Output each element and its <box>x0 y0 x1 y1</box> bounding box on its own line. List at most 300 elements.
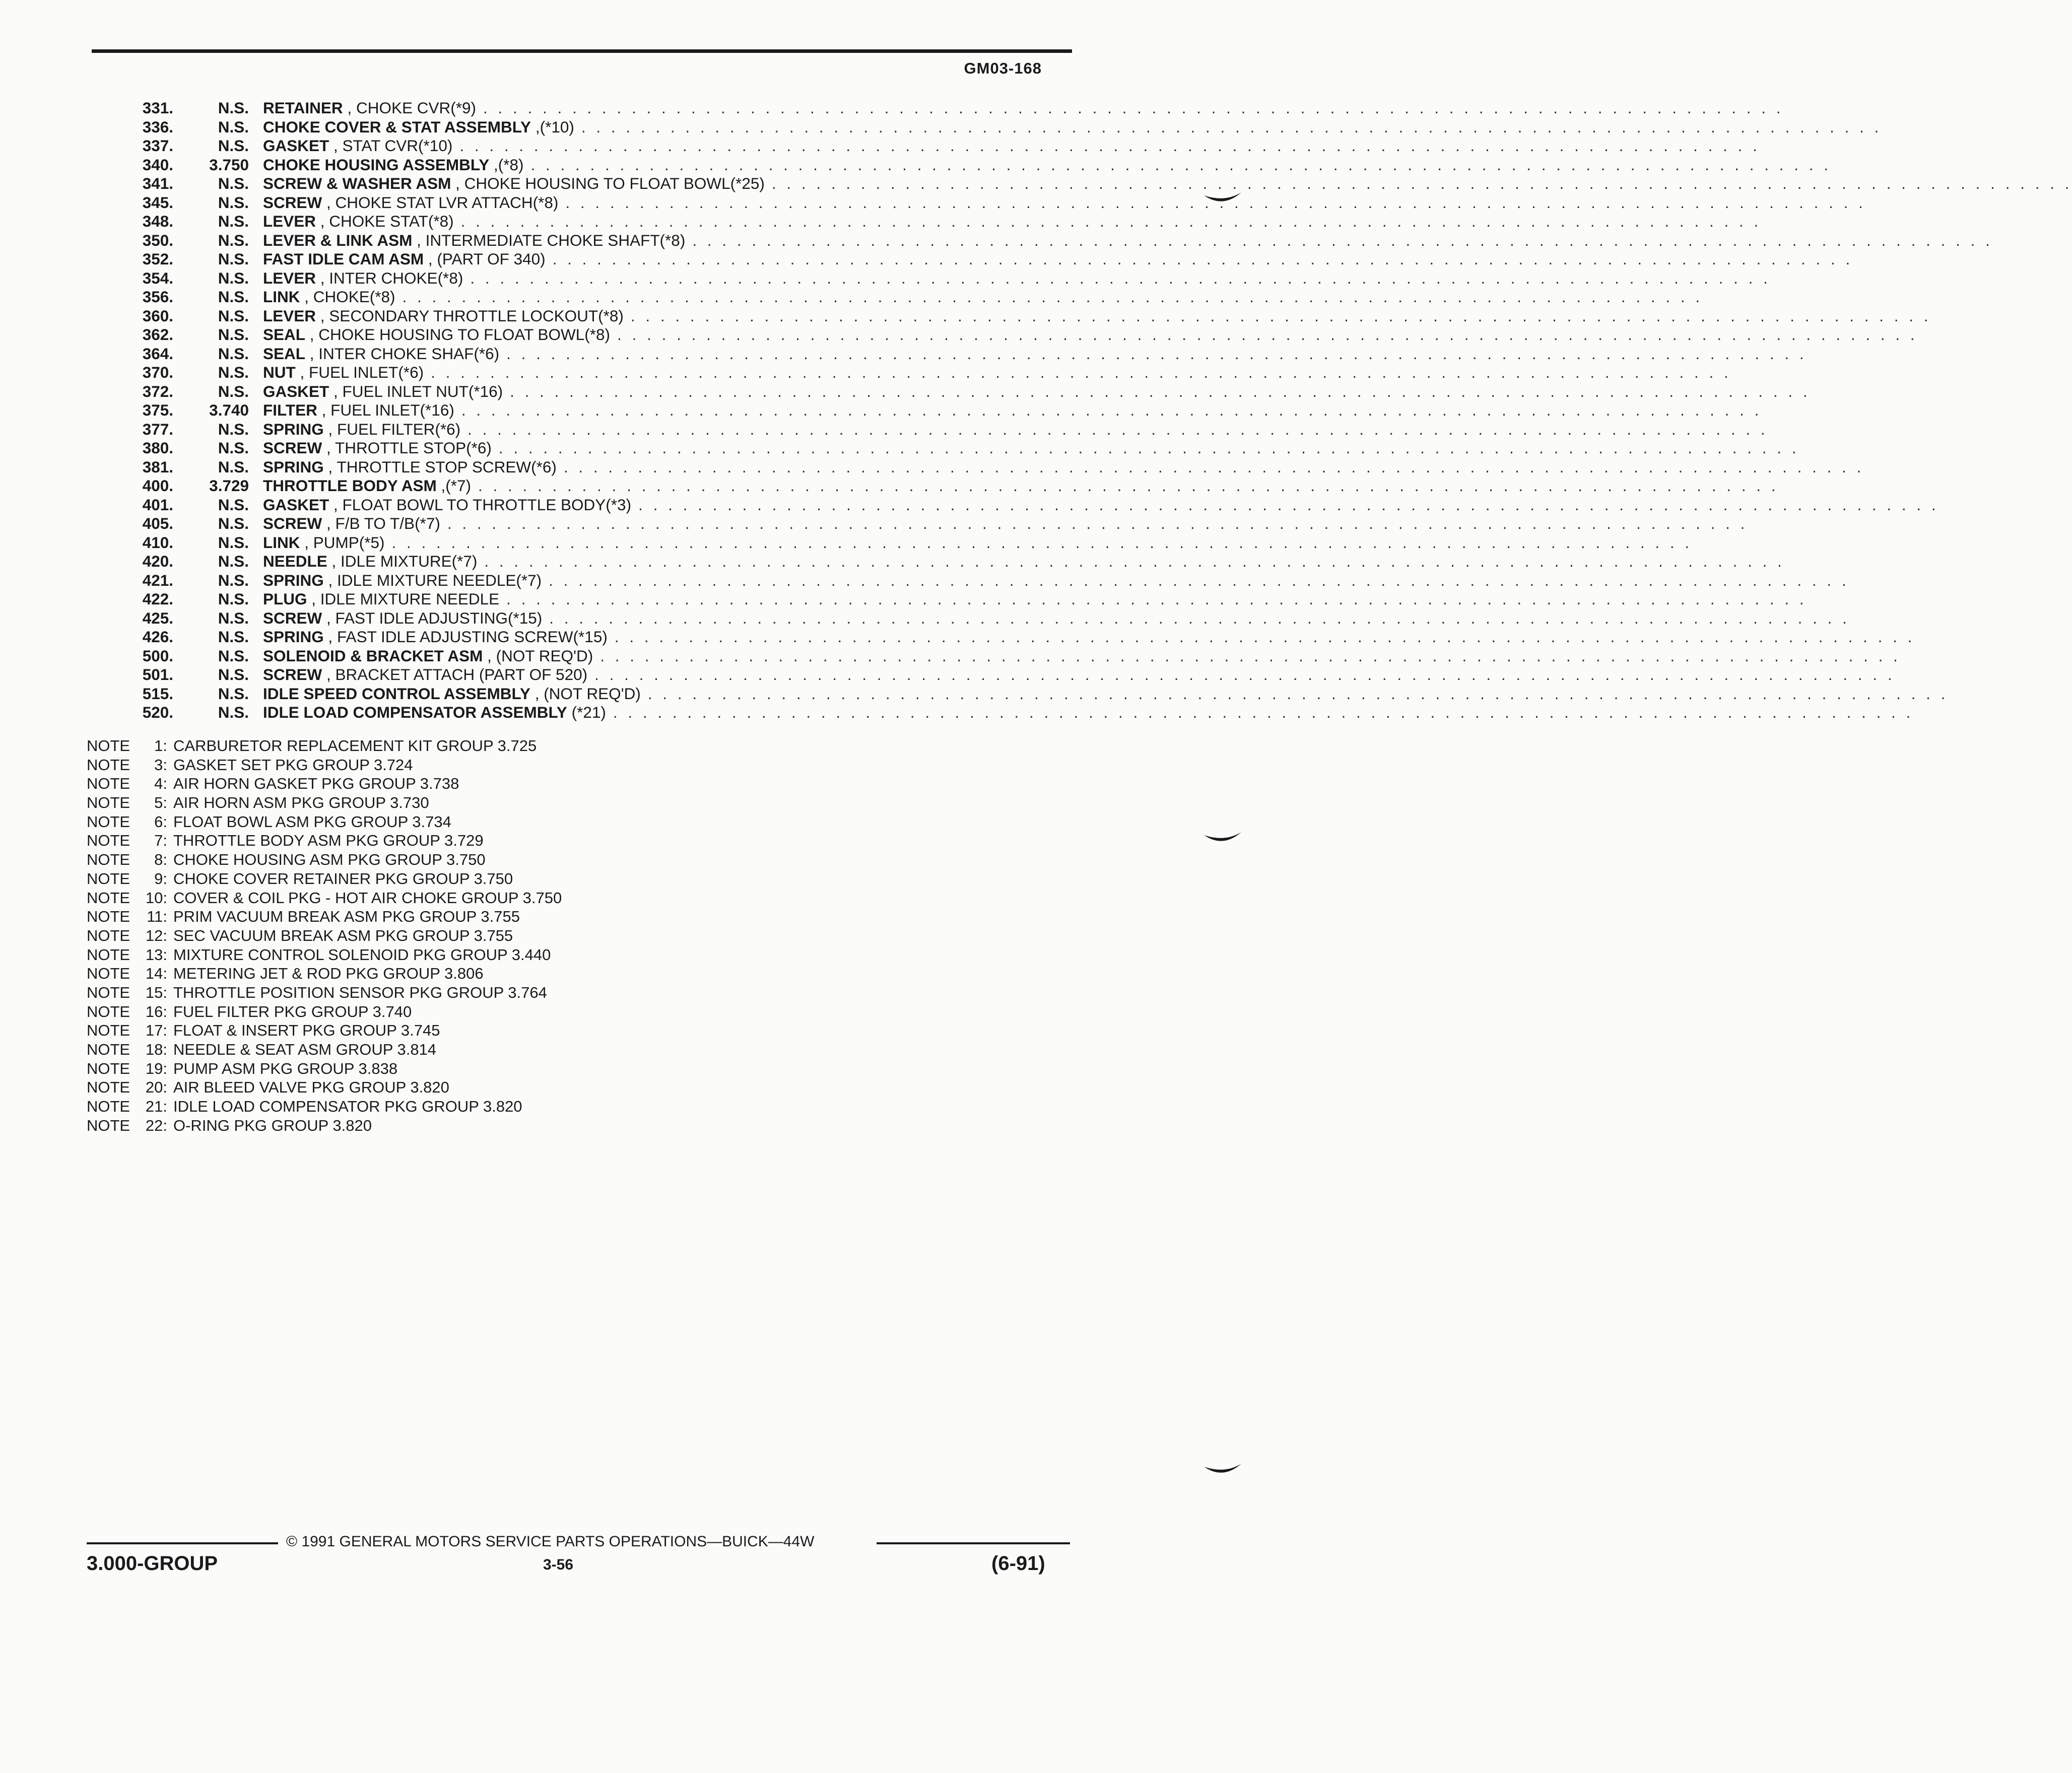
note-text: AIR HORN ASM PKG GROUP 3.730 <box>173 794 429 812</box>
note-text: COVER & COIL PKG - HOT AIR CHOKE GROUP 3.750 <box>173 889 562 907</box>
note-number: 1: <box>154 737 167 755</box>
note-row <box>87 1116 562 1135</box>
note-label: NOTE <box>87 889 130 907</box>
part-row <box>121 514 1748 533</box>
note-row <box>87 774 562 793</box>
part-row <box>121 268 1771 288</box>
note-number: 18: <box>145 1041 167 1058</box>
note-number: 4: <box>154 775 167 793</box>
part-number: 336. <box>142 117 173 136</box>
group-number: N.S. <box>218 628 249 646</box>
part-name: SCREW <box>263 608 322 627</box>
part-name: LINK <box>263 288 300 306</box>
part-row <box>121 684 1949 704</box>
part-name: SOLENOID & BRACKET ASM <box>263 646 483 665</box>
note-text: CHOKE HOUSING ASM PKG GROUP 3.750 <box>173 851 486 869</box>
part-name: SCREW <box>263 514 322 532</box>
footer-group: 3.000-GROUP <box>87 1552 218 1575</box>
dot-leader: . . . . . . . . . . . . . . . . . . . . . . . . . . . . . . . . . . . . . . . . . . . . . . . . . . . . . . . . . . . . . . . . . . . . . . . . . . . . . . . . . . . . . . . . <box>470 268 1771 287</box>
note-row <box>87 964 562 983</box>
part-row <box>121 590 1807 609</box>
part-number: 380. <box>142 439 173 457</box>
group-number: 3.740 <box>209 401 249 419</box>
note-label: NOTE <box>87 1021 130 1040</box>
dot-leader: . . . . . . . . . . . . . . . . . . . . . . . . . . . . . . . . . . . . . . . . . . . . . . . . . . . . . . . . . . . . . . . . . . . . . . . . . . . . . . . . . . . . . . . . <box>614 628 1915 646</box>
dot-leader: . . . . . . . . . . . . . . . . . . . . . . . . . . . . . . . . . . . . . . . . . . . . . . . . . . . . . . . . . . . . . . . . . . . . . . . . . . . . . . . . . . . . . . . . <box>549 608 1850 627</box>
part-detail: , THROTTLE STOP(*6) <box>326 439 492 457</box>
note-label: NOTE <box>87 965 130 983</box>
page-id: GM03-168 <box>964 59 1042 77</box>
note-row <box>87 736 562 756</box>
part-name: CHOKE COVER & STAT ASSEMBLY <box>263 117 531 136</box>
part-detail: , BRACKET ATTACH (PART OF 520) <box>326 665 588 684</box>
dot-leader: . . . . . . . . . . . . . . . . . . . . . . . . . . . . . . . . . . . . . . . . . . . . . . . . . . . . . . . . . . . . . . . . . . . . . . . . . . . . . . . . . . . . . . . . <box>506 344 1807 363</box>
note-row <box>87 945 562 965</box>
part-detail: , PUMP(*5) <box>304 533 385 552</box>
part-name: SCREW <box>263 193 322 212</box>
part-name: SEAL <box>263 325 306 344</box>
note-label: NOTE <box>87 945 130 964</box>
part-row <box>121 420 1768 439</box>
group-number: N.S. <box>218 684 249 703</box>
part-row <box>121 533 1693 553</box>
group-number: N.S. <box>218 193 249 212</box>
part-number: 350. <box>142 231 173 249</box>
part-number: 520. <box>142 703 173 721</box>
note-text: THROTTLE BODY ASM PKG GROUP 3.729 <box>173 832 484 850</box>
note-number: 7: <box>154 832 167 850</box>
dot-leader: . . . . . . . . . . . . . . . . . . . . . . . . . . . . . . . . . . . . . . . . . . . . . . . . . . . . . . . . . . . . . . . . . . . . . . . . . . . . . . . . . . . . . . . . <box>431 363 1731 381</box>
note-row <box>87 1040 562 1059</box>
part-row <box>121 608 1850 628</box>
group-number: N.S. <box>218 117 249 136</box>
dot-leader: . . . . . . . . . . . . . . . . . . . . . . . . . . . . . . . . . . . . . . . . . . . . . . . . . . . . . . . . . . . . . . . . . . . . . . . . . . . . . . . . . . . . . . . . <box>530 155 1832 174</box>
copyright-line: © 1991 GENERAL MOTORS SERVICE PARTS OPERATIONS—BUICK—44W <box>286 1533 815 1550</box>
note-row <box>87 793 562 812</box>
note-text: CHOKE COVER RETAINER PKG GROUP 3.750 <box>173 869 513 888</box>
part-number: 356. <box>142 288 173 306</box>
dot-leader: . . . . . . . . . . . . . . . . . . . . . . . . . . . . . . . . . . . . . . . . . . . . . . . . . . . . . . . . . . . . . . . . . . . . . . . . . . . . . . . . . . . . . . . . <box>510 382 1811 400</box>
note-number: 17: <box>145 1021 167 1040</box>
footer-rule-left <box>87 1542 278 1544</box>
part-description <box>263 231 685 250</box>
dot-leader: . . . . . . . . . . . . . . . . . . . . . . . . . . . . . . . . . . . . . . . . . . . . . . . . . . . . . . . . . . . . . . . . . . . . . . . . . . . . . . . . . . . . . . . . <box>467 420 1768 438</box>
group-number: N.S. <box>218 533 249 552</box>
part-name: IDLE SPEED CONTROL ASSEMBLY <box>263 684 530 703</box>
note-text: FLOAT & INSERT PKG GROUP 3.745 <box>173 1021 440 1040</box>
group-number: N.S. <box>218 306 249 325</box>
note-label: NOTE <box>87 869 130 888</box>
part-name: GASKET <box>263 382 329 400</box>
part-description <box>263 307 624 326</box>
note-number: 19: <box>145 1059 167 1077</box>
part-number: 337. <box>142 137 173 155</box>
note-label: NOTE <box>87 832 130 850</box>
part-detail: , THROTTLE STOP SCREW(*6) <box>328 457 557 476</box>
part-description <box>263 118 574 137</box>
group-number: N.S. <box>218 420 249 438</box>
note-row <box>87 756 562 775</box>
footer-rule-right <box>877 1542 1070 1544</box>
part-row <box>121 703 1914 722</box>
part-number: 425. <box>142 608 173 627</box>
part-name: LEVER <box>263 306 316 325</box>
part-detail: , F/B TO T/B(*7) <box>326 514 440 532</box>
part-description <box>263 382 503 401</box>
note-label: NOTE <box>87 756 130 774</box>
note-row <box>87 1078 562 1097</box>
group-number: N.S. <box>218 457 249 476</box>
part-name: RETAINER <box>263 99 343 117</box>
part-detail: , SECONDARY THROTTLE LOCKOUT(*8) <box>320 306 624 325</box>
part-description <box>263 665 587 685</box>
group-number: N.S. <box>218 439 249 457</box>
note-number: 8: <box>154 851 167 869</box>
note-number: 10: <box>145 889 167 907</box>
part-detail: , (NOT REQ'D) <box>534 684 641 703</box>
group-number: N.S. <box>218 590 249 608</box>
part-description <box>263 420 460 439</box>
note-label: NOTE <box>87 1059 130 1077</box>
part-description <box>263 571 542 590</box>
part-description <box>263 476 471 496</box>
note-label: NOTE <box>87 794 130 812</box>
part-number: 352. <box>142 250 173 268</box>
part-number: 500. <box>142 646 173 665</box>
note-text: MIXTURE CONTROL SOLENOID PKG GROUP 3.440 <box>173 945 551 964</box>
part-number: 372. <box>142 382 173 400</box>
dot-leader: . . . . . . . . . . . . . . . . . . . . . . . . . . . . . . . . . . . . . . . . . . . . . . . . . . . . . . . . . . . . . . . . . . . . . . . . . . . . . . . . . . . . . . . . <box>391 533 1693 552</box>
group-number: N.S. <box>218 514 249 532</box>
part-row <box>121 231 1993 250</box>
footer-date: (6-91) <box>991 1552 1045 1575</box>
part-number: 370. <box>142 363 173 381</box>
note-row <box>87 869 562 889</box>
part-description <box>263 533 385 553</box>
note-label: NOTE <box>87 1078 130 1097</box>
part-row <box>121 571 1849 590</box>
note-text: THROTTLE POSITION SENSOR PKG GROUP 3.764 <box>173 983 547 1001</box>
note-text: PRIM VACUUM BREAK ASM PKG GROUP 3.755 <box>173 908 520 926</box>
part-detail: , FUEL FILTER(*6) <box>328 420 461 438</box>
group-number: N.S. <box>218 137 249 155</box>
part-number: 340. <box>142 155 173 174</box>
part-name: SCREW <box>263 665 322 684</box>
note-number: 9: <box>154 869 167 888</box>
binder-tab-mark <box>1203 831 1242 848</box>
note-number: 3: <box>154 756 167 774</box>
part-number: 341. <box>142 174 173 192</box>
part-row <box>121 137 1760 156</box>
dot-leader: . . . . . . . . . . . . . . . . . . . . . . . . . . . . . . . . . . . . . . . . . . . . . . . . . . . . . . . . . . . . . . . . . . . . . . . . . . . . . . . . . . . . . . . . <box>581 117 1882 136</box>
part-name: FAST IDLE CAM ASM <box>263 250 424 268</box>
dot-leader: . . . . . . . . . . . . . . . . . . . . . . . . . . . . . . . . . . . . . . . . . . . . . . . . . . . . . . . . . . . . . . . . . . . . . . . . . . . . . . . . . . . . . . . . <box>692 231 1993 249</box>
note-number: 14: <box>145 965 167 983</box>
group-number: N.S. <box>218 212 249 230</box>
dot-leader: . . . . . . . . . . . . . . . . . . . . . . . . . . . . . . . . . . . . . . . . . . . . . . . . . . . . . . . . . . . . . . . . . . . . . . . . . . . . . . . . . . . . . . . . <box>447 514 1748 532</box>
part-name: PLUG <box>263 590 307 608</box>
part-number: 354. <box>142 268 173 287</box>
part-row <box>121 628 1915 647</box>
part-description <box>263 174 765 193</box>
note-text: METERING JET & ROD PKG GROUP 3.806 <box>173 965 484 983</box>
part-row <box>121 117 1882 137</box>
binder-tab-mark <box>1203 1463 1242 1480</box>
part-description <box>263 685 641 704</box>
dot-leader: . . . . . . . . . . . . . . . . . . . . . . . . . . . . . . . . . . . . . . . . . . . . . . . . . . . . . . . . . . . . . . . . . . . . . . . . . . . . . . . . . . . . . . . . <box>617 325 1918 344</box>
dot-leader: . . . . . . . . . . . . . . . . . . . . . . . . . . . . . . . . . . . . . . . . . . . . . . . . . . . . . . . . . . . . . . . . . . . . . . . . . . . . . . . . . . . . . . . . <box>600 646 1901 665</box>
part-description <box>263 212 454 231</box>
note-text: IDLE LOAD COMPENSATOR PKG GROUP 3.820 <box>173 1098 522 1116</box>
group-number: N.S. <box>218 344 249 363</box>
dot-leader: . . . . . . . . . . . . . . . . . . . . . . . . . . . . . . . . . . . . . . . . . . . . . . . . . . . . . . . . . . . . . . . . . . . . . . . . . . . . . . . . . . . . . . . . <box>613 703 1914 721</box>
part-number: 377. <box>142 420 173 438</box>
part-number: 426. <box>142 628 173 646</box>
group-number: N.S. <box>218 288 249 306</box>
note-row <box>87 831 562 850</box>
part-row <box>121 401 1762 420</box>
part-detail: , STAT CVR(*10) <box>333 137 453 155</box>
group-number: N.S. <box>218 703 249 721</box>
part-detail: , FUEL INLET NUT(*16) <box>333 382 503 400</box>
part-detail: , IDLE MIXTURE NEEDLE <box>311 590 500 608</box>
dot-leader: . . . . . . . . . . . . . . . . . . . . . . . . . . . . . . . . . . . . . . . . . . . . . . . . . . . . . . . . . . . . . . . . . . . . . . . . . . . . . . . . . . . . . . . . <box>484 552 1785 570</box>
note-label: NOTE <box>87 851 130 869</box>
note-text: FUEL FILTER PKG GROUP 3.740 <box>173 1002 412 1020</box>
part-number: 360. <box>142 306 173 325</box>
part-detail: , FAST IDLE ADJUSTING SCREW(*15) <box>328 628 608 646</box>
part-name: LEVER <box>263 212 316 230</box>
part-number: 400. <box>142 476 173 495</box>
part-name: SEAL <box>263 344 306 363</box>
group-number: N.S. <box>218 382 249 400</box>
part-detail: , INTER CHOKE(*8) <box>320 268 463 287</box>
part-number: 375. <box>142 401 173 419</box>
part-row <box>121 99 1784 118</box>
group-number: N.S. <box>218 250 249 268</box>
note-row <box>87 812 562 832</box>
dot-leader: . . . . . . . . . . . . . . . . . . . . . . . . . . . . . . . . . . . . . . . . . . . . . . . . . . . . . . . . . . . . . . . . . . . . . . . . . . . . . . . . . . . . . . . . <box>647 684 1949 703</box>
part-row <box>121 288 1703 307</box>
part-name: THROTTLE BODY ASM <box>263 476 437 495</box>
note-text: AIR BLEED VALVE PKG GROUP 3.820 <box>173 1078 449 1097</box>
group-number: 3.750 <box>209 155 249 174</box>
group-number: N.S. <box>218 174 249 192</box>
part-description <box>263 363 424 382</box>
header-rule <box>92 49 1072 53</box>
part-detail: (*21) <box>571 703 606 721</box>
part-description <box>263 345 499 364</box>
part-description <box>263 647 593 666</box>
part-name: SCREW & WASHER ASM <box>263 174 451 192</box>
part-name: NUT <box>263 363 296 381</box>
dot-leader: . . . . . . . . . . . . . . . . . . . . . . . . . . . . . . . . . . . . . . . . . . . . . . . . . . . . . . . . . . . . . . . . . . . . . . . . . . . . . . . . . . . . . . . . <box>594 665 1895 684</box>
note-text: O-RING PKG GROUP 3.820 <box>173 1116 372 1134</box>
part-description <box>263 325 610 345</box>
note-row <box>87 850 562 869</box>
note-row <box>87 1059 562 1078</box>
note-row <box>87 926 562 945</box>
group-number: N.S. <box>218 268 249 287</box>
note-text: CARBURETOR REPLACEMENT KIT GROUP 3.725 <box>173 737 537 755</box>
note-text: SEC VACUUM BREAK ASM PKG GROUP 3.755 <box>173 926 513 944</box>
dot-leader: . . . . . . . . . . . . . . . . . . . . . . . . . . . . . . . . . . . . . . . . . . . . . . . . . . . . . . . . . . . . . . . . . . . . . . . . . . . . . . . . . . . . . . . . <box>506 590 1807 608</box>
dot-leader: . . . . . . . . . . . . . . . . . . . . . . . . . . . . . . . . . . . . . . . . . . . . . . . . . . . . . . . . . . . . . . . . . . . . . . . . . . . . . . . . . . . . . . . . <box>630 306 1931 325</box>
note-row <box>87 907 562 926</box>
part-detail: , CHOKE STAT LVR ATTACH(*8) <box>326 193 559 212</box>
footer-page-number: 3-56 <box>543 1556 574 1573</box>
part-name: GASKET <box>263 495 329 514</box>
note-row <box>87 889 562 908</box>
note-text: NEEDLE & SEAT ASM GROUP 3.814 <box>173 1041 437 1058</box>
part-number: 364. <box>142 344 173 363</box>
note-number: 6: <box>154 812 167 831</box>
part-row <box>121 174 2072 193</box>
part-detail: ,(*8) <box>494 155 524 174</box>
note-number: 22: <box>145 1116 167 1134</box>
part-description <box>263 439 492 458</box>
part-name: LINK <box>263 533 300 552</box>
part-detail: , FUEL INLET(*16) <box>321 401 454 419</box>
part-name: SPRING <box>263 420 324 438</box>
part-row <box>121 344 1807 364</box>
part-detail: , INTER CHOKE SHAF(*6) <box>309 344 500 363</box>
note-number: 5: <box>154 794 167 812</box>
part-row <box>121 476 1779 496</box>
part-description <box>263 552 477 571</box>
part-description <box>263 288 395 307</box>
part-number: 348. <box>142 212 173 230</box>
group-number: N.S. <box>218 646 249 665</box>
note-label: NOTE <box>87 737 130 755</box>
dot-leader: . . . . . . . . . . . . . . . . . . . . . . . . . . . . . . . . . . . . . . . . . . . . . . . . . . . . . . . . . . . . . . . . . . . . . . . . . . . . . . . . . . . . . . . . <box>461 401 1762 419</box>
part-detail: , FLOAT BOWL TO THROTTLE BODY(*3) <box>333 495 632 514</box>
part-detail: , FUEL INLET(*6) <box>300 363 424 381</box>
part-description <box>263 99 476 118</box>
note-label: NOTE <box>87 1002 130 1020</box>
note-label: NOTE <box>87 1098 130 1116</box>
part-description <box>263 609 542 628</box>
note-row <box>87 1002 562 1021</box>
note-label: NOTE <box>87 1041 130 1058</box>
part-description <box>263 628 608 647</box>
part-number: 422. <box>142 590 173 608</box>
part-number: 401. <box>142 495 173 514</box>
part-number: 331. <box>142 99 173 117</box>
part-name: IDLE LOAD COMPENSATOR ASSEMBLY <box>263 703 567 721</box>
part-name: GASKET <box>263 137 329 155</box>
group-number: N.S. <box>218 231 249 249</box>
note-number: 12: <box>145 926 167 944</box>
part-name: FILTER <box>263 401 317 419</box>
part-detail: , CHOKE(*8) <box>304 288 395 306</box>
note-number: 15: <box>145 983 167 1001</box>
note-label: NOTE <box>87 983 130 1001</box>
group-number: N.S. <box>218 363 249 381</box>
part-row <box>121 363 1731 382</box>
part-description <box>263 137 452 156</box>
note-number: 11: <box>147 908 167 926</box>
part-detail: , IDLE MIXTURE NEEDLE(*7) <box>328 571 542 589</box>
note-row <box>87 1097 562 1116</box>
note-row <box>87 1021 562 1040</box>
part-number: 345. <box>142 193 173 212</box>
part-number: 381. <box>142 457 173 476</box>
group-number: N.S. <box>218 495 249 514</box>
part-name: SPRING <box>263 571 324 589</box>
part-row <box>121 155 1832 175</box>
part-number: 405. <box>142 514 173 532</box>
part-detail: ,(*10) <box>535 117 574 136</box>
part-detail: ,(*7) <box>441 476 472 495</box>
note-label: NOTE <box>87 926 130 944</box>
group-number: N.S. <box>218 552 249 570</box>
part-name: SPRING <box>263 457 324 476</box>
group-number: N.S. <box>218 608 249 627</box>
note-number: 20: <box>145 1078 167 1097</box>
note-text: PUMP ASM PKG GROUP 3.838 <box>173 1059 398 1077</box>
part-detail: , FAST IDLE ADJUSTING(*15) <box>326 608 543 627</box>
note-number: 16: <box>145 1002 167 1020</box>
part-number: 362. <box>142 325 173 344</box>
part-detail: , CHOKE CVR(*9) <box>347 99 476 117</box>
part-row <box>121 212 1762 231</box>
part-row <box>121 457 1864 477</box>
part-description <box>263 514 440 533</box>
dot-leader: . . . . . . . . . . . . . . . . . . . . . . . . . . . . . . . . . . . . . . . . . . . . . . . . . . . . . . . . . . . . . . . . . . . . . . . . . . . . . . . . . . . . . . . . <box>498 439 1799 457</box>
part-row <box>121 665 1895 685</box>
part-number: 420. <box>142 552 173 570</box>
group-number: N.S. <box>218 571 249 589</box>
part-detail: , (NOT REQ'D) <box>487 646 593 665</box>
group-number: N.S. <box>218 99 249 117</box>
part-description <box>263 193 558 213</box>
group-number: N.S. <box>218 665 249 684</box>
part-detail: , (PART OF 340) <box>428 250 546 268</box>
part-description <box>263 703 606 722</box>
note-label: NOTE <box>87 812 130 831</box>
parts-list <box>121 99 2072 722</box>
part-name: SPRING <box>263 628 324 646</box>
part-description <box>263 156 524 175</box>
part-description <box>263 590 499 609</box>
note-text: AIR HORN GASKET PKG GROUP 3.738 <box>173 775 459 793</box>
dot-leader: . . . . . . . . . . . . . . . . . . . . . . . . . . . . . . . . . . . . . . . . . . . . . . . . . . . . . . . . . . . . . . . . . . . . . . . . . . . . . . . . . . . . . . . . <box>483 99 1784 117</box>
part-row <box>121 495 1939 515</box>
dot-leader: . . . . . . . . . . . . . . . . . . . . . . . . . . . . . . . . . . . . . . . . . . . . . . . . . . . . . . . . . . . . . . . . . . . . . . . . . . . . . . . . . . . . . . . . <box>478 476 1779 495</box>
part-row <box>121 646 1901 666</box>
note-text: FLOAT BOWL ASM PKG GROUP 3.734 <box>173 812 451 831</box>
dot-leader: . . . . . . . . . . . . . . . . . . . . . . . . . . . . . . . . . . . . . . . . . . . . . . . . . . . . . . . . . . . . . . . . . . . . . . . . . . . . . . . . . . . . . . . . <box>402 288 1703 306</box>
note-label: NOTE <box>87 1116 130 1134</box>
part-row <box>121 250 1853 269</box>
part-number: 410. <box>142 533 173 552</box>
part-description <box>263 458 557 477</box>
part-row <box>121 193 1866 213</box>
note-row <box>87 983 562 1002</box>
dot-leader: . . . . . . . . . . . . . . . . . . . . . . . . . . . . . . . . . . . . . . . . . . . . . . . . . . . . . . . . . . . . . . . . . . . . . . . . . . . . . . . . . . . . . . . . <box>460 212 1762 230</box>
dot-leader: . . . . . . . . . . . . . . . . . . . . . . . . . . . . . . . . . . . . . . . . . . . . . . . . . . . . . . . . . . . . . . . . . . . . . . . . . . . . . . . . . . . . . . . . <box>549 571 1849 589</box>
dot-leader: . . . . . . . . . . . . . . . . . . . . . . . . . . . . . . . . . . . . . . . . . . . . . . . . . . . . . . . . . . . . . . . . . . . . . . . . . . . . . . . . . . . . . . . . <box>565 193 1866 212</box>
group-number: 3.729 <box>209 476 249 495</box>
note-text: GASKET SET PKG GROUP 3.724 <box>173 756 413 774</box>
binder-tab-mark <box>1203 191 1242 209</box>
part-row <box>121 306 1931 326</box>
part-detail: , CHOKE HOUSING TO FLOAT BOWL(*25) <box>455 174 765 192</box>
dot-leader: . . . . . . . . . . . . . . . . . . . . . . . . . . . . . . . . . . . . . . . . . . . . . . . . . . . . . . . . . . . . . . . . . . . . . . . . . . . . . . . . . . . . . . . . <box>459 137 1760 155</box>
dot-leader: . . . . . . . . . . . . . . . . . . . . . . . . . . . . . . . . . . . . . . . . . . . . . . . . . . . . . . . . . . . . . . . . . . . . . . . . . . . . . . . . . . . . . . . . <box>771 174 2072 192</box>
part-detail: , INTERMEDIATE CHOKE SHAFT(*8) <box>417 231 686 249</box>
